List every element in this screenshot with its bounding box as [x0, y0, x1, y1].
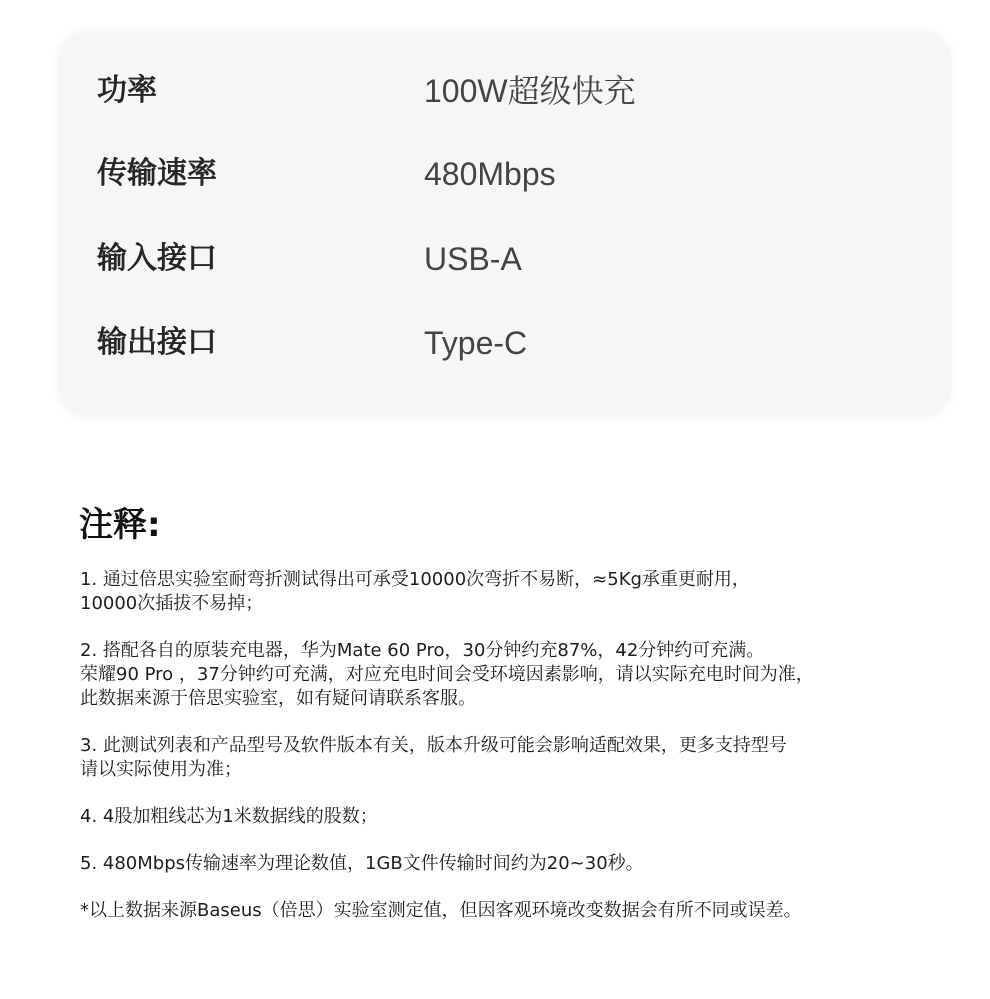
- note-item: [80, 852, 920, 876]
- note-line: 5. 480Mbps传输速率为理论数值，1GB文件传输时间约为20~30秒。: [80, 853, 644, 874]
- note-line: 10000次插拔不易掉；: [80, 593, 264, 614]
- note-line: 荣耀90 Pro ，37分钟约可充满，对应充电时间会受环境因素影响，请以实际充电时间为准，: [80, 664, 814, 685]
- note-line: 此数据来源于倍思实验室，如有疑问请联系客服。: [80, 688, 476, 709]
- spec-label: 功率: [97, 73, 157, 108]
- note-line: 1. 通过倍思实验室耐弯折测试得出可承受10000次弯折不易断，≈5Kg承重更耐用，: [80, 569, 750, 590]
- spec-value: 100W超级快充: [424, 73, 636, 109]
- spec-label: 输入接口: [97, 241, 217, 276]
- notes-title: 注释:: [79, 505, 161, 545]
- note-item: [80, 734, 920, 782]
- note-item: [80, 899, 920, 923]
- spec-label: 传输速率: [97, 156, 217, 191]
- spec-value: Type-C: [424, 325, 528, 361]
- spec-row-power: [59, 66, 951, 116]
- note-item: [80, 568, 920, 616]
- notes-list: [80, 568, 920, 946]
- note-line: 请以实际使用为准；: [80, 759, 242, 780]
- note-line: *以上数据来源Baseus（倍思）实验室测定值，但因客观环境改变数据会有所不同或误差。: [80, 900, 802, 921]
- note-item: [80, 639, 920, 711]
- spec-label: 输出接口: [97, 325, 217, 360]
- spec-row-output-port: [59, 318, 951, 368]
- note-line: 4. 4股加粗线芯为1米数据线的股数；: [80, 806, 378, 827]
- spec-card: [59, 31, 951, 417]
- note-line: 3. 此测试列表和产品型号及软件版本有关，版本升级可能会影响适配效果，更多支持型号: [80, 735, 787, 756]
- spec-row-input-port: [59, 234, 951, 284]
- note-item: [80, 805, 920, 829]
- spec-value: 480Mbps: [424, 156, 556, 192]
- note-line: 2. 搭配各自的原装充电器，华为Mate 60 Pro，30分钟约充87%，42分钟约可充满。: [80, 640, 765, 661]
- spec-row-transfer-rate: [59, 149, 951, 199]
- spec-value: USB-A: [424, 241, 522, 277]
